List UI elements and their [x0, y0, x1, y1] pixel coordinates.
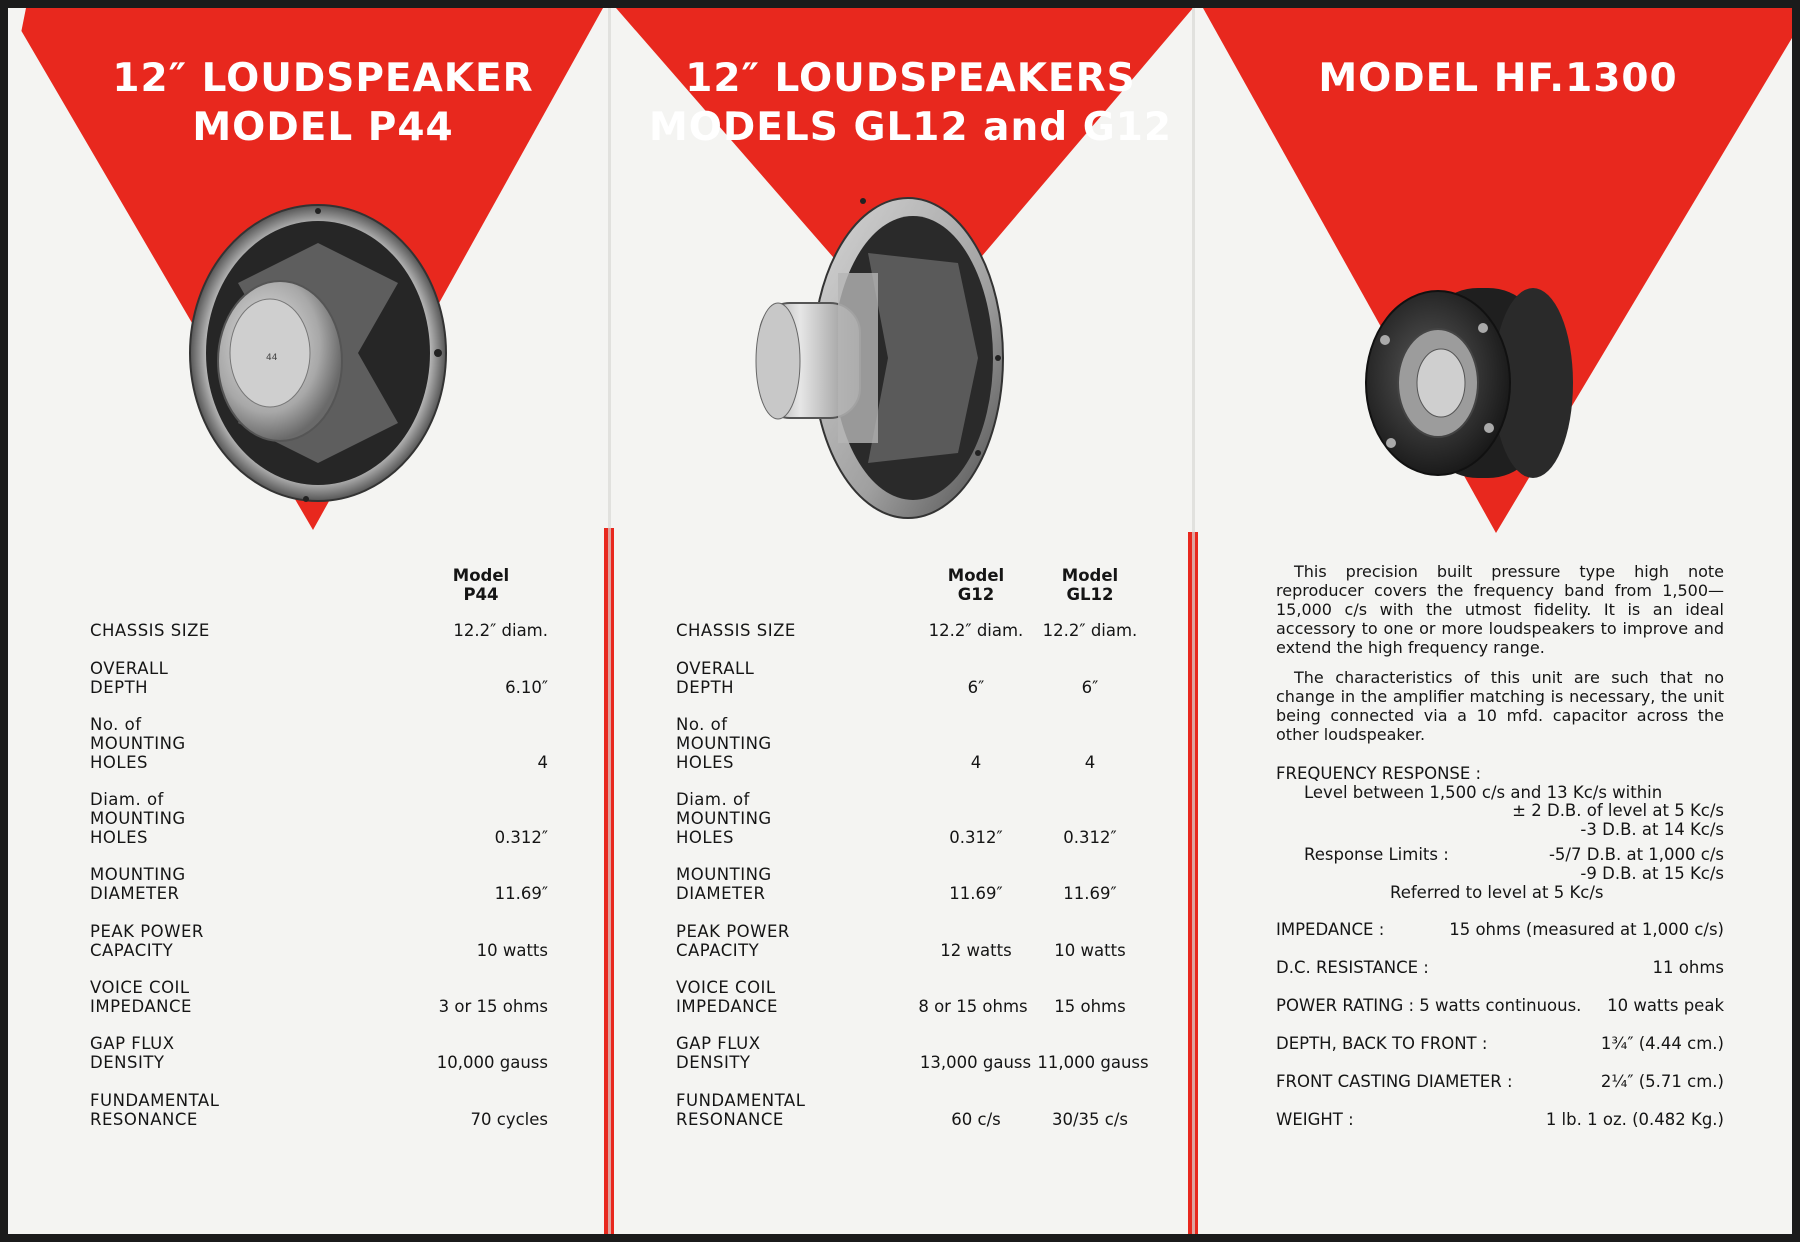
spec-value-g12: 0.312″ [949, 828, 1003, 847]
spec-value: 1 lb. 1 oz. (0.482 Kg.) [1545, 1110, 1724, 1129]
panel2-gl12-header [1050, 566, 1130, 604]
spec-label: No. of MOUNTING HOLES [90, 715, 186, 772]
hf1300-description-para2: The characteristics of this unit are such that no change in the amplifier matching is necessary, the unit being connected via a 10 mfd. capacitor across the other loudspeaker. [1276, 668, 1724, 744]
panel2-g12-header [938, 566, 1014, 604]
freq-tolerance-2: -3 D.B. at 14 Kc/s [1580, 820, 1724, 839]
panel1-title-line1: 12″ LOUDSPEAKER [112, 56, 534, 101]
spec-value: 10 watts [476, 941, 548, 960]
spec-value-g12: 13,000 gauss [919, 1053, 1032, 1072]
spec-value: 6.10″ [505, 678, 548, 697]
spec-label: Diam. of MOUNTING HOLES [90, 790, 186, 847]
spec-value-gl12: 6″ [1081, 678, 1099, 697]
spec-value: 70 cycles [470, 1110, 548, 1129]
spec-value-g12: 6″ [967, 678, 985, 697]
spec-value: 11.69″ [494, 884, 548, 903]
spec-label: Diam. of MOUNTING HOLES [676, 790, 772, 847]
spec-value: 3 or 15 ohms [438, 997, 548, 1016]
hf1300-description-para1: This precision built pressure type high note reproducer covers the frequency band from 1,500—15,000 c/s with the utmost fidelity. It is an ideal accessory to one or more loudspeakers to improve and extend the high frequency range. [1276, 562, 1724, 657]
speaker-g12-icon [748, 193, 1008, 523]
panel2-g12-header-line1: Model [947, 566, 1005, 585]
spec-label: WEIGHT : [1276, 1110, 1354, 1129]
spec-value: 4 [537, 753, 548, 772]
spec-label: GAP FLUX DENSITY [676, 1034, 761, 1072]
speaker-p44-icon [168, 203, 448, 523]
spec-value-gl12: 10 watts [1054, 941, 1126, 960]
spec-label: PEAK POWER CAPACITY [676, 922, 790, 960]
spec-value: 10,000 gauss [436, 1053, 548, 1072]
freq-limit-2: -9 D.B. at 15 Kc/s [1580, 864, 1724, 883]
spec-value-g12: 12 watts [940, 941, 1012, 960]
spec-label: CHASSIS SIZE [90, 621, 210, 640]
spec-label: GAP FLUX DENSITY [90, 1034, 175, 1072]
spec-value-g12: 12.2″ diam. [928, 621, 1024, 640]
spec-label: DEPTH, BACK TO FRONT : [1276, 1034, 1488, 1053]
freq-level-line: Level between 1,500 c/s and 13 Kc/s within [1304, 783, 1663, 802]
freq-referred: Referred to level at 5 Kc/s [1390, 883, 1604, 902]
brochure-spread [8, 8, 1792, 1234]
spec-label: POWER RATING : 5 watts continuous. [1276, 996, 1582, 1015]
panel2-g12-header-line2: G12 [957, 585, 995, 604]
panel2-gl12-header-line1: Model [1061, 566, 1119, 585]
spec-value: 1¾″ (4.44 cm.) [1600, 1034, 1724, 1053]
spec-value: 15 ohms (measured at 1,000 c/s) [1449, 920, 1724, 939]
freq-heading: FREQUENCY RESPONSE : [1276, 764, 1482, 783]
spec-label: FRONT CASTING DIAMETER : [1276, 1072, 1513, 1091]
spec-label: VOICE COIL IMPEDANCE [676, 978, 778, 1016]
spec-label: No. of MOUNTING HOLES [676, 715, 772, 772]
spec-value: 11 ohms [1652, 958, 1724, 977]
spec-value: 0.312″ [494, 828, 548, 847]
panel2-title [648, 54, 1173, 152]
spec-label: OVERALL DEPTH [676, 659, 755, 697]
svg-text:44: 44 [266, 353, 278, 363]
spec-value-gl12: 12.2″ diam. [1042, 621, 1138, 640]
panel1-model-header [446, 566, 516, 604]
spec-label: MOUNTING DIAMETER [676, 865, 772, 903]
spec-value-gl12: 11.69″ [1063, 884, 1117, 903]
spec-value-gl12: 30/35 c/s [1051, 1110, 1129, 1129]
spec-label: VOICE COIL IMPEDANCE [90, 978, 192, 1016]
spec-value: 10 watts peak [1607, 996, 1724, 1015]
panel3-title [1238, 54, 1758, 103]
panel2-title-line1: 12″ LOUDSPEAKERS [685, 56, 1136, 101]
panel1-model-header-line2: P44 [463, 585, 499, 604]
spec-value-gl12: 0.312″ [1063, 828, 1117, 847]
panel1-title-line2: MODEL P44 [192, 105, 454, 150]
tweeter-hf1300-icon [1363, 278, 1578, 488]
spec-value-gl12: 15 ohms [1054, 997, 1126, 1016]
spec-label: FUNDAMENTAL RESONANCE [90, 1091, 220, 1129]
spec-value-g12: 8 or 15 ohms [918, 997, 1028, 1016]
panel2-gl12-header-line2: GL12 [1066, 585, 1114, 604]
panel2-title-line2: MODELS GL12 and G12 [648, 105, 1173, 150]
freq-limit-1: -5/7 D.B. at 1,000 c/s [1548, 845, 1724, 864]
spec-value: 2¼″ (5.71 cm.) [1600, 1072, 1724, 1091]
spec-label: IMPEDANCE : [1276, 920, 1385, 939]
spec-value-gl12: 11,000 gauss [1037, 1053, 1149, 1072]
panel1-model-header-line1: Model [452, 566, 510, 585]
spec-value: 12.2″ diam. [453, 621, 548, 640]
freq-limits-label: Response Limits : [1304, 845, 1449, 864]
spec-value-g12: 60 c/s [951, 1110, 1001, 1129]
spec-label: FUNDAMENTAL RESONANCE [676, 1091, 806, 1129]
spec-label: D.C. RESISTANCE : [1276, 958, 1429, 977]
freq-tolerance-1: ± 2 D.B. of level at 5 Kc/s [1512, 801, 1724, 820]
spec-value-g12: 4 [970, 753, 982, 772]
spec-label: PEAK POWER CAPACITY [90, 922, 204, 960]
spec-value-gl12: 4 [1084, 753, 1096, 772]
spec-label: MOUNTING DIAMETER [90, 865, 186, 903]
spec-label: CHASSIS SIZE [676, 621, 796, 640]
spec-label: OVERALL DEPTH [90, 659, 169, 697]
panel3-title-line1: MODEL HF.1300 [1318, 56, 1678, 101]
spec-value-g12: 11.69″ [949, 884, 1003, 903]
panel1-title [88, 54, 558, 152]
